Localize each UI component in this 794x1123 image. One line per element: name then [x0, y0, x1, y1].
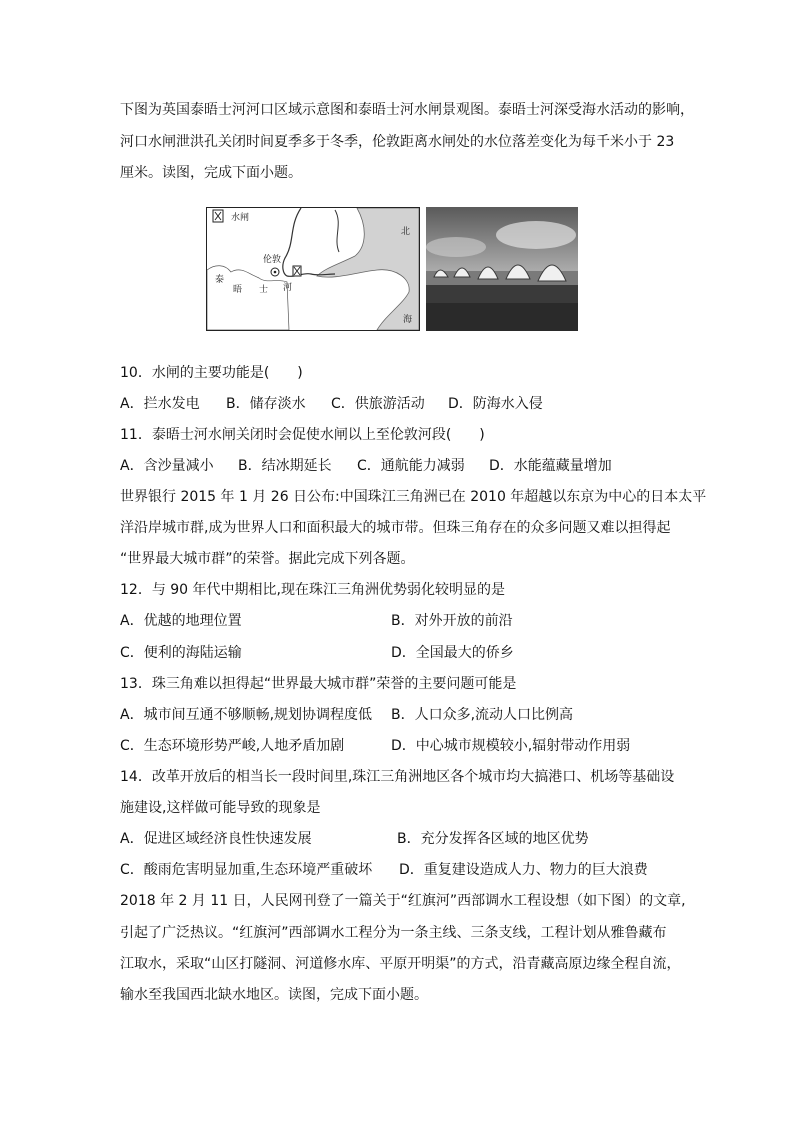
q12-option-d[interactable]: D．全国最大的侨乡 [391, 645, 514, 661]
q10-stem: 10．水闸的主要功能是( ) [120, 365, 303, 381]
q11-option-a[interactable]: A．含沙量减小 [120, 458, 214, 474]
passage2-line-1: 世界银行 2015 年 1 月 26 日公布:中国珠江三角洲已在 2010 年超越以东京为中心的日本太平 [120, 489, 707, 505]
photo-cloud-2 [426, 237, 486, 257]
q13-option-a[interactable]: A．城市间互通不够顺畅,规划协调程度低 [120, 707, 373, 723]
intro-line-1: 下图为英国泰晤士河河口区域示意图和泰晤士河水闸景观图。泰晤士河深受海水活动的影响， [120, 102, 694, 118]
q11-option-c[interactable]: C．通航能力减弱 [357, 458, 465, 474]
q10-option-b[interactable]: B．储存淡水 [226, 396, 306, 412]
thames-river [283, 208, 335, 276]
river-label: 河 [283, 283, 293, 293]
q14-stem-line-2: 施建设,这样做可能导致的现象是 [120, 800, 321, 816]
q12-stem: 12．与 90 年代中期相比,现在珠江三角洲优势弱化较明显的是 [120, 582, 505, 598]
london-dot [274, 271, 277, 274]
legend-label: 水闸 [231, 213, 250, 223]
north-label: 北 [401, 227, 411, 237]
thames-barrier-photo [426, 207, 578, 331]
q12-option-c[interactable]: C．便利的海陆运输 [120, 645, 242, 661]
q10-option-d[interactable]: D．防海水入侵 [448, 396, 543, 412]
passage2-line-3: “世界最大城市群”的荣誉。据此完成下列各题。 [120, 551, 415, 567]
thames-label-1: 泰 [215, 275, 225, 285]
passage2-line-2: 洋沿岸城市群,成为世界人口和面积最大的城市带。但珠三角存在的众多问题又难以担得起 [120, 520, 671, 536]
sea-label: 海 [403, 315, 413, 325]
passage3-line-1: 2018 年 2 月 11 日，人民网刊登了一篇关于“红旗河”西部调水工程设想（如下图）的文章, [120, 893, 686, 909]
passage3-line-4: 输水至我国西北缺水地区。读图，完成下面小题。 [120, 987, 428, 1003]
sluice-legend-mark [215, 212, 221, 220]
tributary-river [335, 210, 339, 252]
q13-stem: 13．珠三角难以担得起“世界最大城市群”荣誉的主要问题可能是 [120, 676, 517, 692]
q14-option-b[interactable]: B．充分发挥各区域的地区优势 [397, 831, 589, 847]
q11-stem: 11．泰晤士河水闸关闭时会促使水闸以上至伦敦河段( ) [120, 427, 485, 443]
thames-label-2: 晤 [233, 285, 243, 295]
q13-option-b[interactable]: B．人口众多,流动人口比例高 [391, 707, 574, 723]
q10-option-c[interactable]: C．供旅游活动 [331, 396, 425, 412]
thames-label-3: 士 [259, 285, 269, 295]
q13-option-d[interactable]: D．中心城市规模较小,辐射带动作用弱 [391, 738, 631, 754]
q14-option-c[interactable]: C．酸雨危害明显加重,生态环境严重破坏 [120, 862, 373, 878]
q14-option-d[interactable]: D．重复建设造成人力、物力的巨大浪费 [399, 862, 648, 878]
passage3-line-3: 江取水，采取“山区打隧洞、河道修水库、平原开明渠”的方式，沿青藏高原边缘全程自流， [120, 956, 681, 972]
intro-line-3: 厘米。读图，完成下面小题。 [120, 165, 302, 181]
q12-option-b[interactable]: B．对外开放的前沿 [391, 613, 513, 629]
q14-stem-line-1: 14．改革开放后的相当长一段时间里,珠江三角洲地区各个城市均大搞港口、机场等基础设 [120, 769, 675, 785]
intro-line-2: 河口水闸泄洪孔关闭时间夏季多于冬季，伦敦距离水闸处的水位落差变化为每千米小于 23 [120, 134, 675, 150]
london-label: 伦敦 [263, 255, 282, 265]
q11-option-d[interactable]: D．水能蕴藏量增加 [489, 458, 612, 474]
passage3-line-2: 引起了广泛热议。“红旗河”西部调水工程分为一条主线、三条支线，工程计划从雅鲁藏布 [120, 925, 667, 941]
q12-option-a[interactable]: A．优越的地理位置 [120, 613, 242, 629]
photo-cloud [496, 221, 576, 249]
photo-shore [426, 303, 578, 331]
q13-option-c[interactable]: C．生态环境形势严峻,人地矛盾加剧 [120, 738, 345, 754]
q11-option-b[interactable]: B．结冰期延长 [238, 458, 332, 474]
q14-option-a[interactable]: A．促进区域经济良性快速发展 [120, 831, 312, 847]
q10-option-a[interactable]: A．拦水发电 [120, 396, 200, 412]
thames-estuary-map [206, 207, 420, 331]
